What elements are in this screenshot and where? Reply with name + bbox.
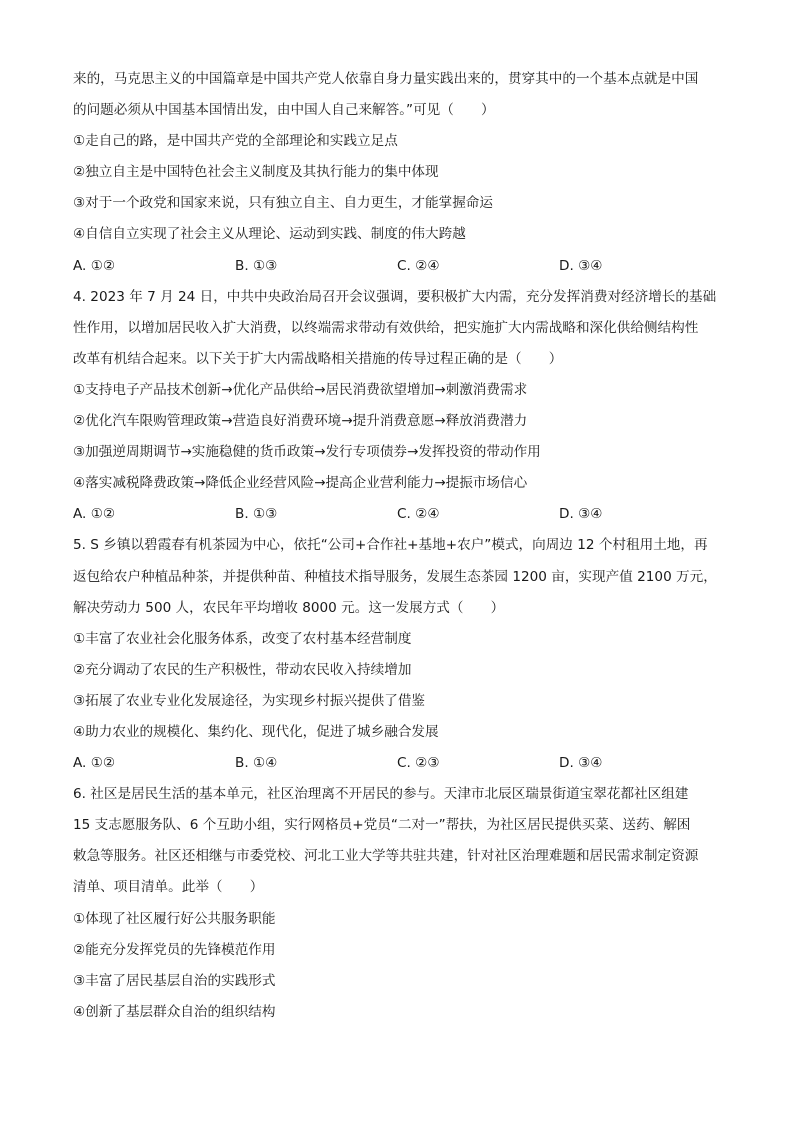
option-line: ④助力农业的规模化、集约化、现代化，促进了城乡融合发展 xyxy=(73,723,439,740)
question-stem-line: 性作用，以增加居民收入扩大消费，以终端需求带动有效供给，把实施扩大内需战略和深化供给侧结构性 xyxy=(73,319,699,336)
choice-b: B. ①③ xyxy=(235,506,278,523)
question-4 xyxy=(73,282,723,531)
option-line: ③对于一个政党和国家来说，只有独立自主、自力更生，才能掌握命运 xyxy=(73,195,493,212)
choice-c: C. ②③ xyxy=(397,755,440,772)
answer-choices xyxy=(73,748,723,779)
answer-choices xyxy=(73,499,723,530)
option-line: ②优化汽车限购管理政策→营造良好消费环境→提升消费意愿→释放消费潜力 xyxy=(73,413,528,430)
question-3 xyxy=(73,64,723,282)
option-line: ④创新了基层群众自治的组织结构 xyxy=(73,1003,276,1020)
question-content xyxy=(73,64,723,1028)
option-line: ③丰富了居民基层自治的实践形式 xyxy=(73,972,276,989)
choice-c: C. ②④ xyxy=(397,506,440,523)
choice-b: B. ①④ xyxy=(235,755,278,772)
option-line: ④自信自立实现了社会主义从理论、运动到实践、制度的伟大跨越 xyxy=(73,226,466,243)
option-line: ②充分调动了农民的生产积极性，带动农民收入持续增加 xyxy=(73,661,412,678)
option-line: ①丰富了农业社会化服务体系，改变了农村基本经营制度 xyxy=(73,630,412,647)
option-line: ①体现了社区履行好公共服务职能 xyxy=(73,910,276,927)
question-stem-line: 敕急等服务。社区还相继与市委党校、河北工业大学等共驻共建，针对社区治理难题和居民需求制定资源 xyxy=(73,848,699,865)
option-line: ③拓展了农业专业化发展途径，为实现乡村振兴提供了借鉴 xyxy=(73,692,426,709)
choice-d: D. ③④ xyxy=(559,755,603,772)
choice-a: A. ①② xyxy=(73,755,116,772)
choice-c: C. ②④ xyxy=(397,257,440,274)
option-line: ①支持电子产品技术创新→优化产品供给→居民消费欲望增加→刺激消费需求 xyxy=(73,381,528,398)
question-stem-line: 来的，马克思主义的中国篇章是中国共产党人依靠自身力量实践出来的，贯穿其中的一个基本点就是中国 xyxy=(73,71,699,87)
choice-a: A. ①② xyxy=(73,257,116,274)
question-stem-line: 4. 2023 年 7 月 24 日，中共中央政治局召开会议强调，要积极扩大内需，充分发挥消费对经济增长的基础 xyxy=(73,288,717,305)
question-6 xyxy=(73,779,723,1028)
option-line: ②能充分发挥党员的先锋模范作用 xyxy=(73,941,276,958)
question-stem-line: 解决劳动力 500 人，农民年平均增收 8000 元。这一发展方式（ ） xyxy=(73,599,505,616)
option-line: ①走自己的路，是中国共产党的全部理论和实践立足点 xyxy=(73,133,398,150)
option-line: ③加强逆周期调节→实施稳健的货币政策→发行专项债券→发挥投资的带动作用 xyxy=(73,444,541,461)
answer-choices xyxy=(73,251,723,282)
choice-d: D. ③④ xyxy=(559,257,603,274)
choice-d: D. ③④ xyxy=(559,506,603,523)
option-line: ④落实减税降费政策→降低企业经营风险→提高企业营利能力→提振市场信心 xyxy=(73,475,528,492)
question-stem-line: 的问题必须从中国基本国情出发，由中国人自己来解答。”可见（ ） xyxy=(73,102,495,119)
question-5 xyxy=(73,530,723,779)
option-line: ②独立自主是中国特色社会主义制度及其执行能力的集中体现 xyxy=(73,164,439,181)
choice-b: B. ①③ xyxy=(235,257,278,274)
question-stem-line: 返包给农户种植品种茶，并提供种苗、种植技术指导服务，发展生态茶园 1200 亩，实现产值 2100 万元， xyxy=(73,568,717,585)
question-stem-line: 6. 社区是居民生活的基本单元，社区治理离不开居民的参与。天津市北辰区瑞景街道宝翠花都社区组建 xyxy=(73,786,689,803)
question-stem-line: 15 支志愿服务队、6 个互助小组，实行网格员+党员“二对一”帮扶，为社区居民提供买菜、送药、解困 xyxy=(73,817,691,834)
question-stem-line: 5. S 乡镇以碧霞春有机茶园为中心，依托“公司+合作社+基地+农户”模式，向周边 12 个村租用土地，再 xyxy=(73,537,708,554)
choice-a: A. ①② xyxy=(73,506,116,523)
question-stem-line: 改革有机结合起来。以下关于扩大内需战略相关措施的传导过程正确的是（ ） xyxy=(73,350,563,367)
question-stem-line: 清单、项目清单。此举（ ） xyxy=(73,879,264,896)
